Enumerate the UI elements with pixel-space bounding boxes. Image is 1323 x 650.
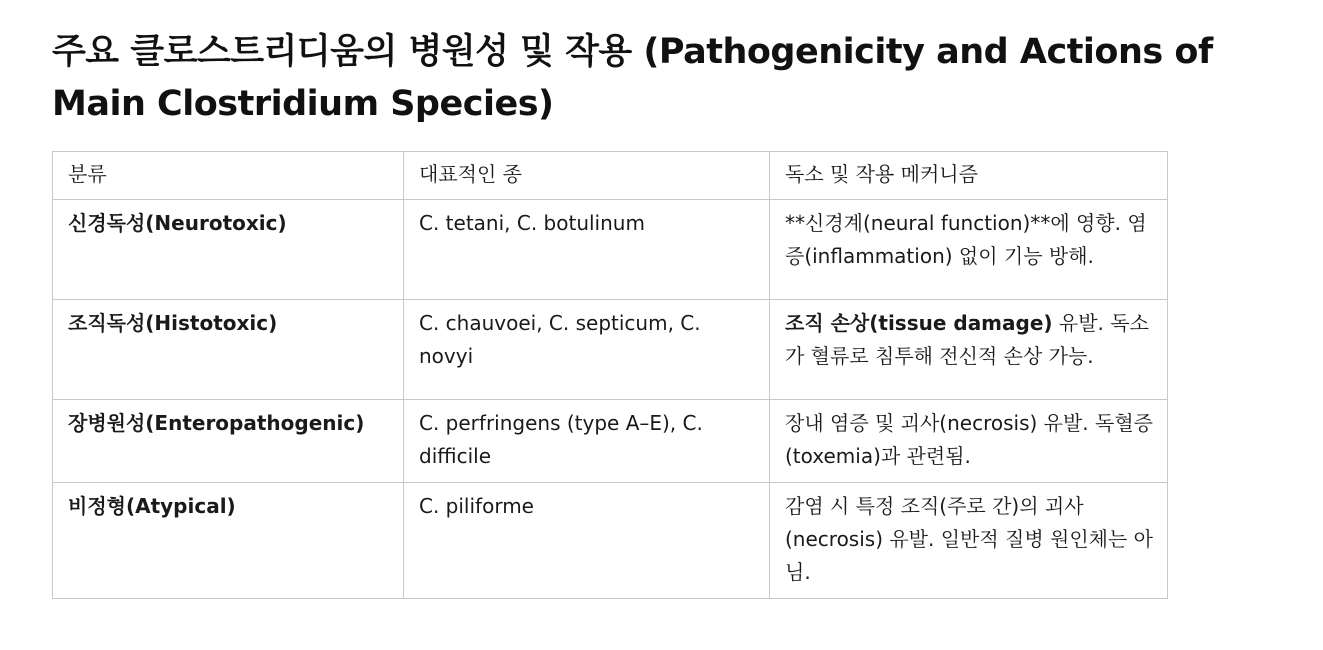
table-row <box>53 483 1168 599</box>
table-header-row <box>53 152 1168 200</box>
header-category: 분류 <box>53 152 404 200</box>
header-species: 대표적인 종 <box>404 152 770 200</box>
mechanism-cell <box>770 400 1168 483</box>
species-cell: C. piliforme <box>404 483 770 599</box>
category-label: 장병원성(Enteropathogenic) <box>68 411 365 435</box>
mechanism-cell <box>770 200 1168 300</box>
species-cell: C. tetani, C. botulinum <box>404 200 770 300</box>
table-row <box>53 300 1168 400</box>
category-cell <box>53 300 404 400</box>
mechanism-text: **신경계(neural function)**에 영향. 염증(inflammation) 없이 기능 방해. <box>785 211 1147 268</box>
category-label: 조직독성(Histotoxic) <box>68 311 278 335</box>
mechanism-cell <box>770 300 1168 400</box>
mechanism-text: 유발. 독소가 혈류로 침투해 전신적 손상 가능. <box>785 311 1149 368</box>
category-label: 비정형(Atypical) <box>68 494 236 518</box>
category-label: 신경독성(Neurotoxic) <box>68 211 287 235</box>
category-cell <box>53 483 404 599</box>
mechanism-text: 감염 시 특정 조직(주로 간)의 괴사(necrosis) 유발. 일반적 질병 원인체는 아님. <box>785 494 1153 584</box>
header-mechanism: 독소 및 작용 메커니즘 <box>770 152 1168 200</box>
mechanism-cell <box>770 483 1168 599</box>
mechanism-text: 장내 염증 및 괴사(necrosis) 유발. 독혈증(toxemia)과 관련됨. <box>785 411 1153 468</box>
species-cell: C. perfringens (type A–E), C. difficile <box>404 400 770 483</box>
species-cell: C. chauvoei, C. septicum, C. novyi <box>404 300 770 400</box>
table-row <box>53 200 1168 300</box>
table-row <box>53 400 1168 483</box>
mechanism-bold: 조직 손상(tissue damage) <box>785 311 1053 335</box>
category-cell <box>53 400 404 483</box>
category-cell <box>53 200 404 300</box>
document-title: 주요 클로스트리디움의 병원성 및 작용 (Pathogenicity and Actions of Main Clostridium Species) <box>52 32 1213 124</box>
clostridium-table <box>52 151 1168 599</box>
